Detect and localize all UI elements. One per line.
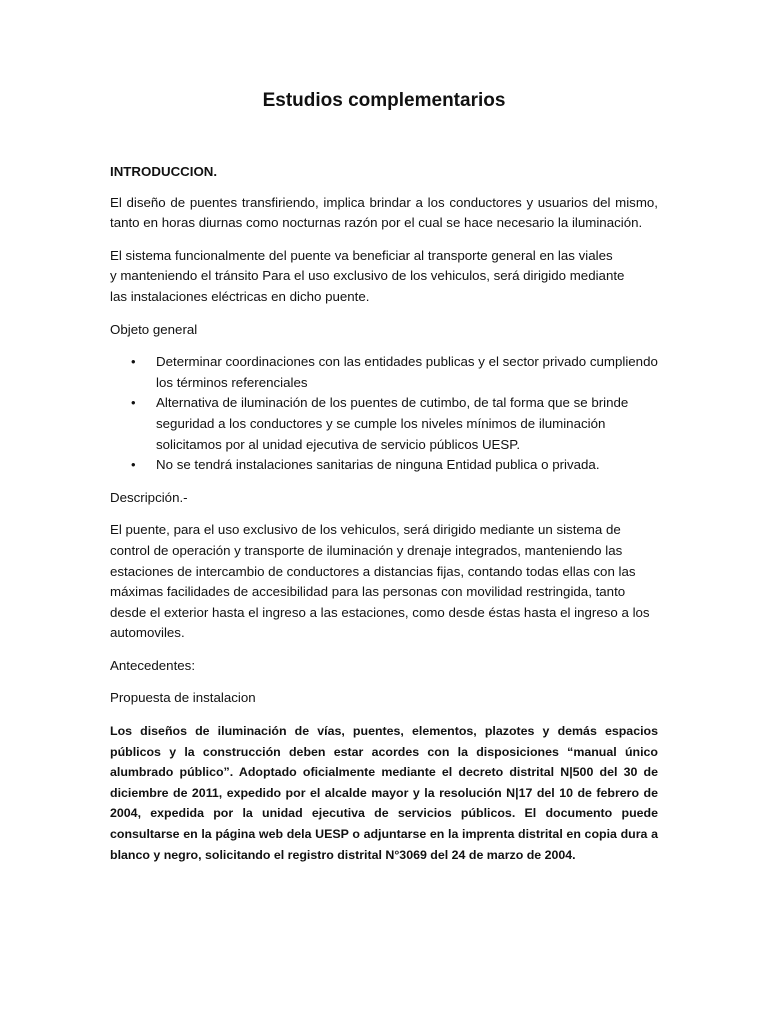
description-paragraph: El puente, para el uso exclusivo de los vehiculos, será dirigido mediante un sistema de control de operación y transporte de iluminación y drenaje integrados, manteniendo las estaciones de intercambio de conductores a distancias fijas, contando todas ellas con las máximas facilidades de accesibilidad para las personas con movilidad restringida, tanto desde el exterior hasta el ingreso a las estaciones, como desde éstas hasta el ingreso a los automoviles. [110, 522, 650, 641]
proposal-heading: Propuesta de instalacion [110, 690, 256, 706]
objective-heading: Objeto general [110, 321, 198, 337]
system-paragraph-line-1: El sistema funcionalmente del puente va beneficiar al transporte general en las viales [110, 247, 613, 263]
document-page [110, 0, 658, 1024]
background-heading: Antecedentes: [110, 657, 196, 673]
objective-bullet-list [110, 352, 658, 476]
objective-bullet-item [110, 393, 658, 455]
objective-bullet-item [110, 455, 658, 476]
document-title: Estudios complementarios [262, 90, 506, 111]
system-paragraph-line-2: y manteniendo el tránsito Para el uso exclusivo de los vehiculos, será dirigido mediante [110, 268, 625, 284]
bullet-icon: • [131, 395, 136, 411]
objective-bullet-text: Alternativa de iluminación de los puentes de cutimbo, de tal forma que se brinde seguridad a los conductores y se cumple los niveles mínimos de iluminación solicitamos por al unidad ejecutiva de servicio públicos UESP. [156, 395, 629, 452]
proposal-paragraph: Los diseños de iluminación de vías, puentes, elementos, plazotes y demás espacios públicos y la construcción deben estar acordes con la disposiciones “manual único alumbrado público”. Adoptado oficialmente mediante el decreto distrital N|500 del 30 de diciembre de 2011, expedido por el alcalde mayor y la resolución N|17 del 10 de febrero de 2004, expedida por la unidad ejecutiva de servicios públicos. El documento puede consultarse en la página web dela UESP o adjuntarse en la imprenta distrital en copia dura a blanco y negro, solicitando el registro distrital N°3069 del 24 de marzo de 2004. [110, 724, 658, 862]
bullet-icon: • [131, 354, 136, 370]
objective-bullet-text: No se tendrá instalaciones sanitarias de ninguna Entidad publica o privada. [156, 457, 600, 473]
objective-bullet-item [110, 352, 658, 393]
system-paragraph [110, 246, 658, 308]
objective-bullet-text: Determinar coordinaciones con las entidades publicas y el sector privado cumpliendo los términos referenciales [156, 354, 658, 390]
description-heading: Descripción.- [110, 489, 188, 505]
system-paragraph-line-3: las instalaciones eléctricas en dicho puente. [110, 288, 370, 304]
introduction-paragraph: El diseño de puentes transfiriendo, implica brindar a los conductores y usuarios del mismo, tanto en horas diurnas como nocturnas razón por el cual se hace necesario la iluminación. [110, 194, 658, 231]
introduction-heading: INTRODUCCION. [110, 164, 218, 179]
document-body [110, 162, 658, 877]
bullet-icon: • [131, 457, 136, 473]
